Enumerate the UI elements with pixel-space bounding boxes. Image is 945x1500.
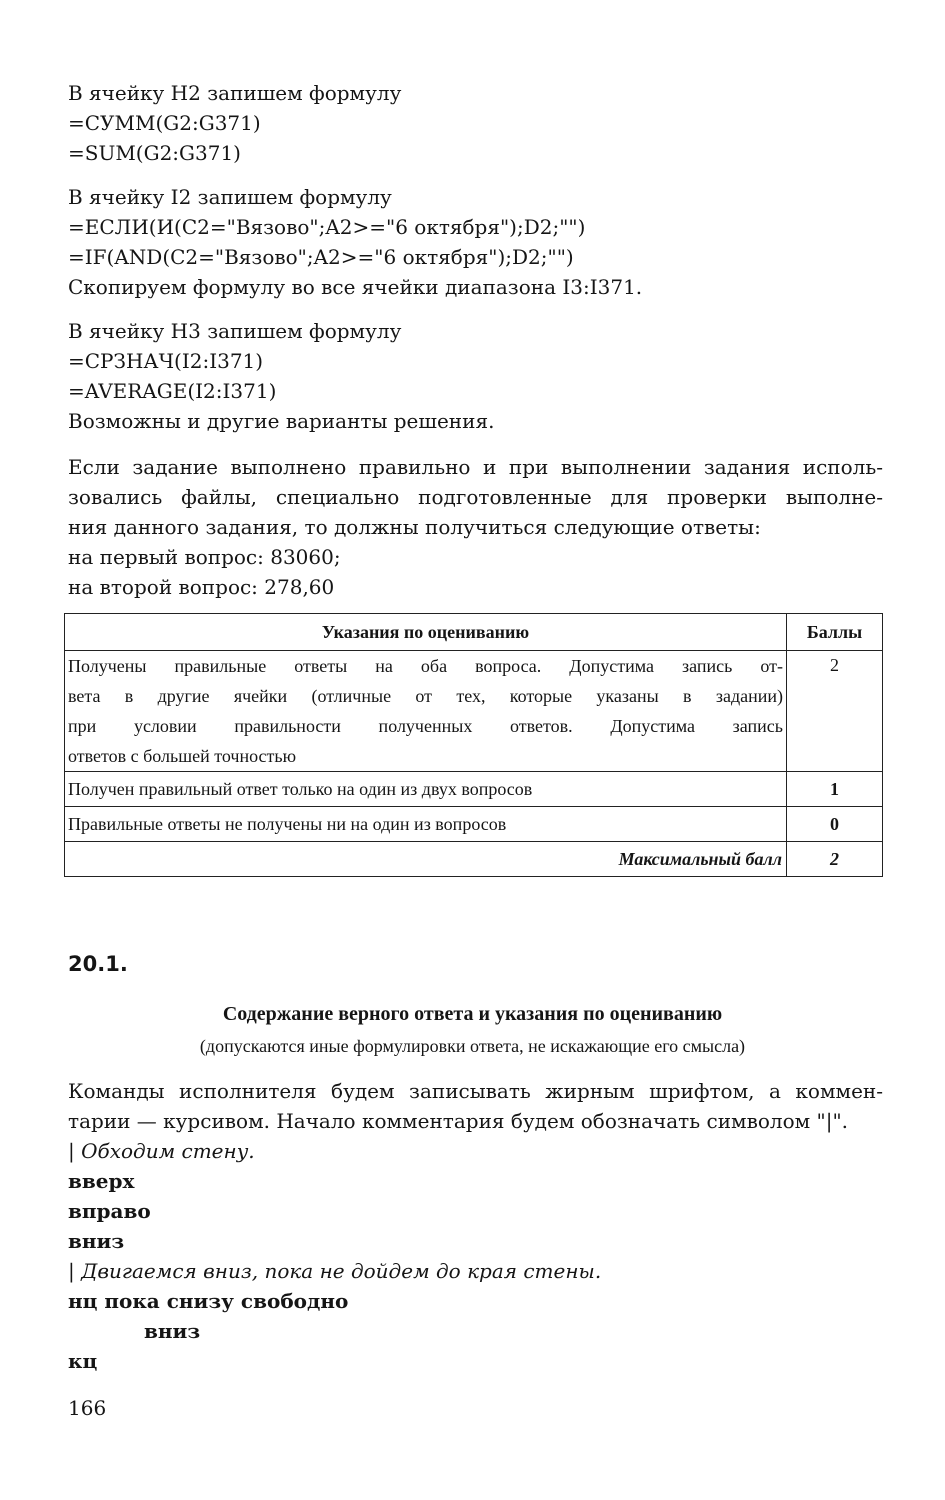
points-cell: 2: [787, 651, 883, 772]
points-cell: 1: [787, 772, 883, 807]
formula-line: =IF(AND(C2="Вязово";A2>="6 октября");D2;""): [68, 245, 574, 269]
criteria-line: при условии правильности полученных ответов. Допустима запись: [68, 716, 783, 736]
formula-line: =СРЗНАЧ(I2:I371): [68, 349, 264, 373]
table-max-row: [65, 842, 883, 877]
text-line: Возможны и другие варианты решения.: [68, 409, 495, 433]
points-cell: 0: [787, 807, 883, 842]
paragraph-line: тарии — курсивом. Начало комментария будем обозначать символом "|".: [68, 1109, 849, 1133]
points-header: Баллы: [787, 614, 883, 651]
task-number: 20.1.: [68, 952, 128, 976]
text-line: В ячейку H3 запишем формулу: [68, 319, 402, 343]
task-heading: Содержание верного ответа и указания по оцениванию: [222, 1003, 723, 1025]
table-row: [65, 807, 883, 842]
command-line: вверх: [68, 1169, 135, 1193]
answer-second: на второй вопрос: 278,60: [68, 575, 335, 599]
i2-formula-block: [68, 182, 883, 302]
answers-block: [68, 452, 883, 602]
command-line: кц: [68, 1349, 98, 1373]
formula-line: =SUM(G2:G371): [68, 141, 241, 165]
table-row: [65, 651, 883, 772]
comment-line: | Двигаемся вниз, пока не дойдем до края стены.: [68, 1259, 602, 1283]
page-number: 166: [68, 1396, 107, 1420]
command-line: нц пока снизу свободно: [68, 1289, 349, 1313]
formula-line: =AVERAGE(I2:I371): [68, 379, 277, 403]
criteria-cell: Правильные ответы не получены ни на один из вопросов: [65, 807, 787, 842]
criteria-line: ответов с большей точностью: [68, 746, 297, 766]
criteria-cell: [65, 651, 787, 772]
max-score-label: Максимальный балл: [65, 842, 787, 877]
command-line: вниз: [144, 1319, 201, 1343]
task-subheading: (допускаются иные формулировки ответа, не искажающие его смысла): [199, 1036, 746, 1056]
max-score-value: 2: [787, 842, 883, 877]
text-line: В ячейку H2 запишем формулу: [68, 81, 402, 105]
criteria-header: Указания по оцениванию: [65, 614, 787, 651]
criteria-line: вета в другие ячейки (отличные от тех, которые указаны в задании): [68, 686, 783, 706]
solution-block: [68, 1076, 883, 1376]
paragraph-line: Если задание выполнено правильно и при выполнении задания исполь-: [68, 455, 883, 479]
table-row: [65, 772, 883, 807]
h2-formula-block: [68, 78, 883, 168]
comment-line: | Обходим стену.: [68, 1139, 255, 1163]
answer-first: на первый вопрос: 83060;: [68, 545, 341, 569]
paragraph-line: ния данного задания, то должны получиться следующие ответы:: [68, 515, 761, 539]
grading-table: [64, 613, 883, 877]
paragraph-line: Команды исполнителя будем записывать жирным шрифтом, а коммен-: [68, 1079, 883, 1103]
command-line: вниз: [68, 1229, 125, 1253]
text-line: В ячейку I2 запишем формулу: [68, 185, 392, 209]
formula-line: =СУММ(G2:G371): [68, 111, 261, 135]
h3-formula-block: [68, 316, 883, 436]
command-line: вправо: [68, 1199, 151, 1223]
paragraph-line: зовались файлы, специально подготовленные для проверки выполне-: [68, 485, 883, 509]
criteria-line: Получены правильные ответы на оба вопроса. Допустима запись от-: [68, 656, 783, 676]
table-header-row: [65, 614, 883, 651]
text-line: Скопируем формулу во все ячейки диапазона I3:I371.: [68, 275, 643, 299]
formula-line: =ЕСЛИ(И(C2="Вязово";A2>="6 октября");D2;""): [68, 215, 586, 239]
criteria-cell: Получен правильный ответ только на один из двух вопросов: [65, 772, 787, 807]
